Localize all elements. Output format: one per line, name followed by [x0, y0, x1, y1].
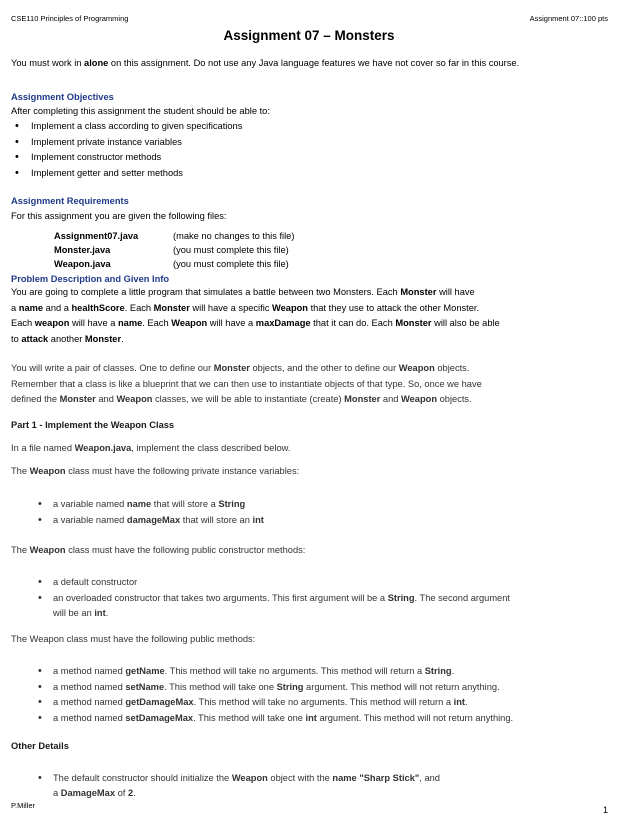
file-row	[54, 229, 294, 243]
requirements-lead: For this assignment you are given the following files:	[11, 211, 227, 221]
page-number: 1	[602, 805, 608, 815]
course-header: CSE110 Principles of Programming	[11, 14, 129, 23]
file-note: (you must complete this file)	[173, 245, 289, 255]
vars-list	[11, 497, 264, 528]
objectives-list	[11, 119, 242, 181]
list-item: • a method named getDamageMax. This method will take no arguments. This method will return a int.	[11, 695, 513, 711]
list-item: • a variable named damageMax that will store an int	[11, 513, 264, 529]
file-name: Weapon.java	[54, 259, 111, 269]
other-details-list	[11, 771, 440, 787]
list-item: • a default constructor	[11, 575, 510, 591]
part1-heading: Part 1 - Implement the Weapon Class	[11, 420, 175, 430]
part1-methods-line: The Weapon class must have the following public methods:	[11, 634, 256, 644]
list-item: • a method named getName. This method will take no arguments. This method will return a String.	[11, 664, 513, 680]
list-item: • a method named setName. This method will take one String argument. This method will not return anything.	[11, 680, 513, 696]
ctor-list	[11, 575, 510, 606]
file-note: (you must complete this file)	[173, 259, 289, 269]
other-details-heading: Other Details	[11, 741, 69, 751]
other-details-continuation: a DamageMax of 2.	[53, 788, 136, 798]
list-item: • a method named setDamageMax. This method will take one int argument. This method will not return anything.	[11, 711, 513, 727]
problem-paragraph-1: You are going to complete a little program that simulates a battle between two Monsters. Each Monster will have a name and a healthScore. Each Monster will have a specific Weapon that they use to attack the other Monster. Each weapon will have a name. Each Weapon will have a maxDamage that it can do. Each Monster will also be able to attack another Monster.	[11, 287, 500, 344]
problem-heading: Problem Description and Given Info	[11, 274, 170, 284]
list-item: • Implement private instance variables	[11, 135, 242, 151]
page-title: Assignment 07 – Monsters	[223, 28, 395, 43]
list-item: • Implement a class according to given specifications	[11, 119, 242, 135]
intro-line: You must work in alone on this assignment. Do not use any Java language features we have not cover so far in this course.	[11, 58, 520, 68]
file-row	[54, 257, 294, 271]
methods-list	[11, 664, 513, 726]
list-item: • Implement constructor methods	[11, 150, 242, 166]
points-header: Assignment 07::100 pts	[529, 14, 608, 23]
ctor-continuation: will be an int.	[53, 608, 109, 618]
list-item: • a variable named name that will store a String	[11, 497, 264, 513]
problem-paragraph-2: You will write a pair of classes. One to define our Monster objects, and the other to define our Weapon objects. Remember that a class is like a blueprint that we can then use to instantiate objects of that type. So, once we have defined the Monster and Weapon classes, we will be able to instantiate (create) Monster and Weapon objects.	[11, 363, 482, 405]
file-row	[54, 243, 294, 257]
objectives-heading: Assignment Objectives	[11, 92, 114, 102]
footer-author: P.Miller	[11, 801, 36, 810]
part1-ctor-line: The Weapon class must have the following public constructor methods:	[11, 545, 306, 555]
list-item: • Implement getter and setter methods	[11, 166, 242, 182]
requirements-heading: Assignment Requirements	[11, 196, 129, 206]
list-item: • The default constructor should initialize the Weapon object with the name "Sharp Stick", and	[11, 771, 440, 787]
part1-vars-line: The Weapon class must have the following private instance variables:	[11, 466, 300, 476]
file-list	[54, 229, 294, 271]
file-name: Assignment07.java	[54, 231, 139, 241]
file-name: Monster.java	[54, 245, 111, 255]
file-note: (make no changes to this file)	[173, 231, 295, 241]
objectives-lead: After completing this assignment the student should be able to:	[11, 106, 270, 116]
list-item: • an overloaded constructor that takes two arguments. This first argument will be a String. The second argument	[11, 591, 510, 607]
part1-file-line: In a file named Weapon.java, implement the class described below.	[11, 443, 291, 453]
